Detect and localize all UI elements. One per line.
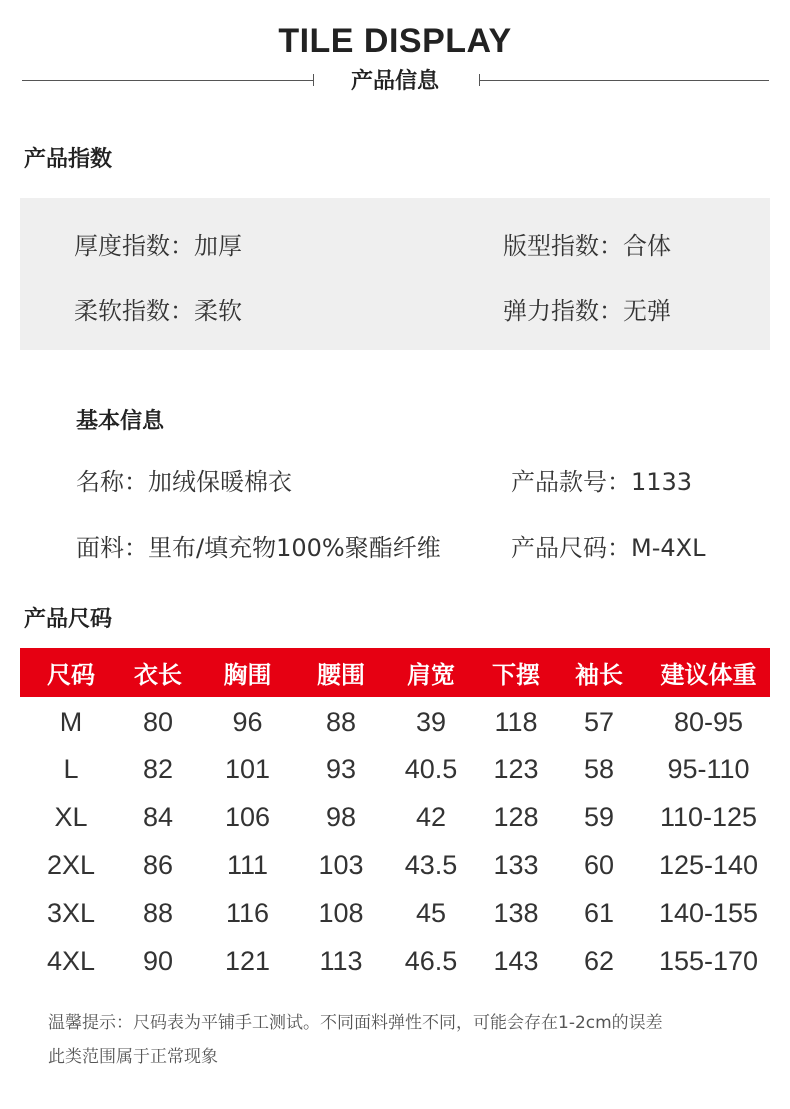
size-chart-cell: 106: [224, 801, 271, 832]
size-chart-cell: 40.5: [404, 753, 458, 784]
size-chart-cell: 123: [493, 753, 539, 784]
size-chart-cell: 90: [142, 945, 174, 976]
size-chart-cell: 140-155: [658, 897, 759, 928]
header-divider-right: [479, 80, 769, 81]
basic-info-name: 名称：加绒保暖棉衣: [76, 468, 292, 496]
size-chart-row: [20, 841, 770, 889]
size-chart-cell: 108: [318, 897, 364, 928]
size-chart-cell: 82: [142, 753, 174, 784]
size-section-title: 产品尺码: [24, 607, 113, 632]
index-item-thickness: 厚度指数：加厚: [74, 232, 242, 260]
size-chart-cell: 80-95: [673, 706, 744, 737]
size-chart-cell: 155-170: [658, 945, 759, 976]
size-chart-cell: 128: [493, 801, 539, 832]
size-chart-cell: XL: [54, 801, 88, 832]
size-chart-cell: 88: [325, 706, 357, 737]
index-item-value: 合体: [623, 232, 671, 260]
index-item-value: 无弹: [623, 297, 671, 325]
size-chart-cell: 59: [583, 801, 615, 832]
index-item-value: 柔软: [194, 297, 242, 325]
size-chart-cell: 62: [583, 945, 615, 976]
size-chart-cell: 93: [325, 753, 357, 784]
basic-info-title: 基本信息: [76, 409, 165, 434]
size-chart-cell: 138: [493, 897, 539, 928]
size-chart-cell: 110-125: [659, 801, 758, 832]
size-chart-cell: M: [59, 706, 83, 737]
basic-info-value: 1133: [631, 468, 693, 496]
size-chart-cell: 143: [493, 945, 539, 976]
column-header-waist: 腰围: [301, 648, 381, 697]
size-chart-row: [20, 889, 770, 937]
size-chart-cell: 3XL: [46, 897, 96, 928]
size-chart-cell: 96: [232, 706, 263, 737]
size-chart-cell: 125-140: [658, 849, 759, 880]
index-section-title: 产品指数: [24, 147, 113, 172]
size-chart-row: [20, 793, 770, 841]
size-chart-cell: 121: [224, 945, 271, 976]
size-chart-row: [20, 937, 770, 985]
basic-info-value: 加绒保暖棉衣: [148, 468, 292, 496]
size-notice: [48, 1006, 768, 1074]
page-subtitle: 产品信息: [350, 69, 439, 94]
size-chart-row: [20, 697, 770, 745]
size-chart-cell: 60: [583, 849, 615, 880]
size-chart-cell: L: [63, 753, 79, 784]
basic-info-label: 产品款号: [511, 468, 607, 496]
basic-info-value: 里布/填充物100%聚酯纤维: [148, 534, 441, 562]
notice-line: 温馨提示：尺码表为平铺手工测试。不同面料弹性不同，可能会存在1-2cm的误差: [48, 1013, 663, 1033]
basic-info-size-range: 产品尺码：M-4XL: [511, 534, 706, 562]
size-chart-cell: 86: [142, 849, 174, 880]
size-chart-header-row: [20, 648, 770, 697]
column-header-sleeve: 袖长: [551, 648, 647, 697]
basic-info-label: 产品尺码: [511, 534, 607, 562]
size-chart-cell: 118: [494, 706, 538, 737]
column-header-length: 衣长: [122, 648, 194, 697]
size-chart-cell: 95-110: [667, 753, 750, 784]
size-chart-row: [20, 745, 770, 793]
size-chart-cell: 46.5: [404, 945, 458, 976]
size-chart-cell: 133: [493, 849, 539, 880]
column-header-hem: 下摆: [481, 648, 551, 697]
basic-info-value: M-4XL: [631, 534, 706, 562]
page-title: TILE DISPLAY: [278, 22, 512, 60]
size-chart-cell: 84: [142, 801, 174, 832]
basic-info-material: 面料：里布/填充物100%聚酯纤维: [76, 534, 441, 562]
size-chart-cell: 116: [225, 897, 270, 928]
index-item-fit: 版型指数：合体: [503, 232, 671, 260]
index-item-label: 版型指数: [503, 232, 599, 260]
size-chart-cell: 57: [583, 706, 615, 737]
index-item-elasticity: 弹力指数：无弹: [503, 297, 671, 325]
notice-line: 此类范围属于正常现象: [48, 1047, 218, 1067]
size-chart-cell: 39: [415, 706, 447, 737]
size-chart-cell: 42: [415, 801, 447, 832]
size-chart-cell: 43.5: [404, 849, 458, 880]
size-chart-cell: 2XL: [46, 849, 96, 880]
size-chart-cell: 98: [325, 801, 357, 832]
size-chart-cell: 4XL: [46, 945, 96, 976]
size-chart-table: [20, 648, 770, 985]
index-panel: [20, 198, 770, 350]
size-chart-cell: 45: [415, 897, 447, 928]
column-header-weight: 建议体重: [647, 648, 770, 697]
size-chart-cell: 88: [142, 897, 174, 928]
size-chart-cell: 61: [583, 897, 615, 928]
size-chart-cell: 103: [318, 849, 364, 880]
index-item-label: 柔软指数: [74, 297, 170, 325]
size-chart-cell: 80: [142, 706, 174, 737]
size-chart-cell: 58: [583, 753, 615, 784]
basic-info-model: 产品款号：1133: [511, 468, 693, 496]
size-chart-body: [20, 697, 770, 985]
column-header-shoulder: 肩宽: [381, 648, 481, 697]
index-item-value: 加厚: [194, 232, 242, 260]
size-chart-cell: 101: [224, 753, 271, 784]
column-header-chest: 胸围: [194, 648, 301, 697]
index-item-label: 弹力指数: [503, 297, 599, 325]
size-chart-cell: 113: [319, 945, 363, 976]
basic-info-label: 名称: [76, 468, 124, 496]
index-item-label: 厚度指数: [74, 232, 170, 260]
column-header-size: 尺码: [20, 648, 122, 697]
size-chart-cell: 111: [226, 849, 269, 880]
index-item-softness: 柔软指数：柔软: [74, 297, 242, 325]
basic-info-label: 面料: [76, 534, 124, 562]
